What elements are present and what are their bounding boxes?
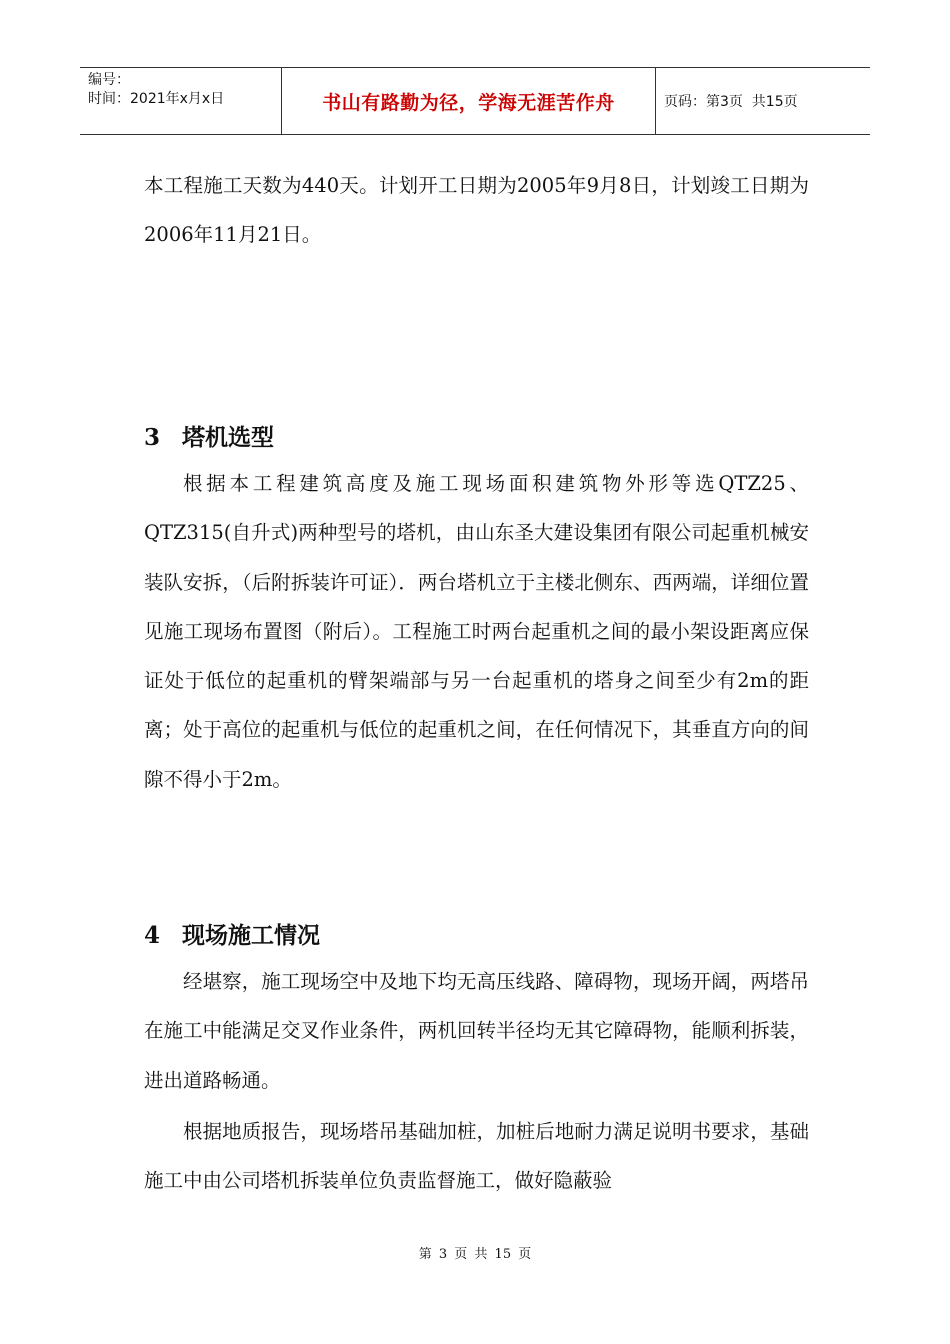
intro-paragraph: 本工程施工天数为440天。计划开工日期为2005年9月8日，计划竣工日期为2006年11月21日。 [144,174,809,247]
section-4-title: 现场施工情况 [182,923,320,949]
section-4-paragraph-2: 根据地质报告，现场塔吊基础加桩，加桩后地耐力满足说明书要求，基础施工中由公司塔机拆装单位负责监督施工，做好隐蔽验 [144,1120,809,1193]
page-footer: 第 3 页 共 15 页 [418,1247,532,1262]
section-4-number: 4 [144,922,161,949]
section-3-heading [144,419,274,452]
document-number-label: 编号： [88,72,130,88]
section-3-title: 塔机选型 [182,425,274,451]
section-4-paragraph-1: 经堪察，施工现场空中及地下均无高压线路、障碍物，现场开阔，两塔吊在施工中能满足交叉作业条件，两机回转半径均无其它障碍物，能顺利拆装，进出道路畅通。 [144,970,809,1092]
header-meta [80,68,282,134]
page-header [80,67,870,135]
section-3-paragraph: 根据本工程建筑高度及施工现场面积建筑物外形等选QTZ25、QTZ315(自升式)两种型号的塔机，由山东圣大建设集团有限公司起重机械安装队安拆，（后附拆装许可证）．两台塔机立于主楼北侧东、西两端，详细位置见施工现场布置图（附后）。工程施工时两台起重机之间的最小架设距离应保证处于低位的起重机的臂架端部与另一台起重机的塔身之间至少有2m的距离；处于高位的起重机与低位的起重机之间，在任何情况下，其垂直方向的间隙不得小于2m。 [144,472,809,791]
section-4-heading [144,917,320,950]
section-3-number: 3 [144,424,161,451]
header-page-code: 页码：第3页 共15页 [664,94,798,110]
document-date-label: 时间：2021年x月x日 [88,91,225,107]
header-slogan: 书山有路勤为径，学海无涯苦作舟 [282,68,656,134]
